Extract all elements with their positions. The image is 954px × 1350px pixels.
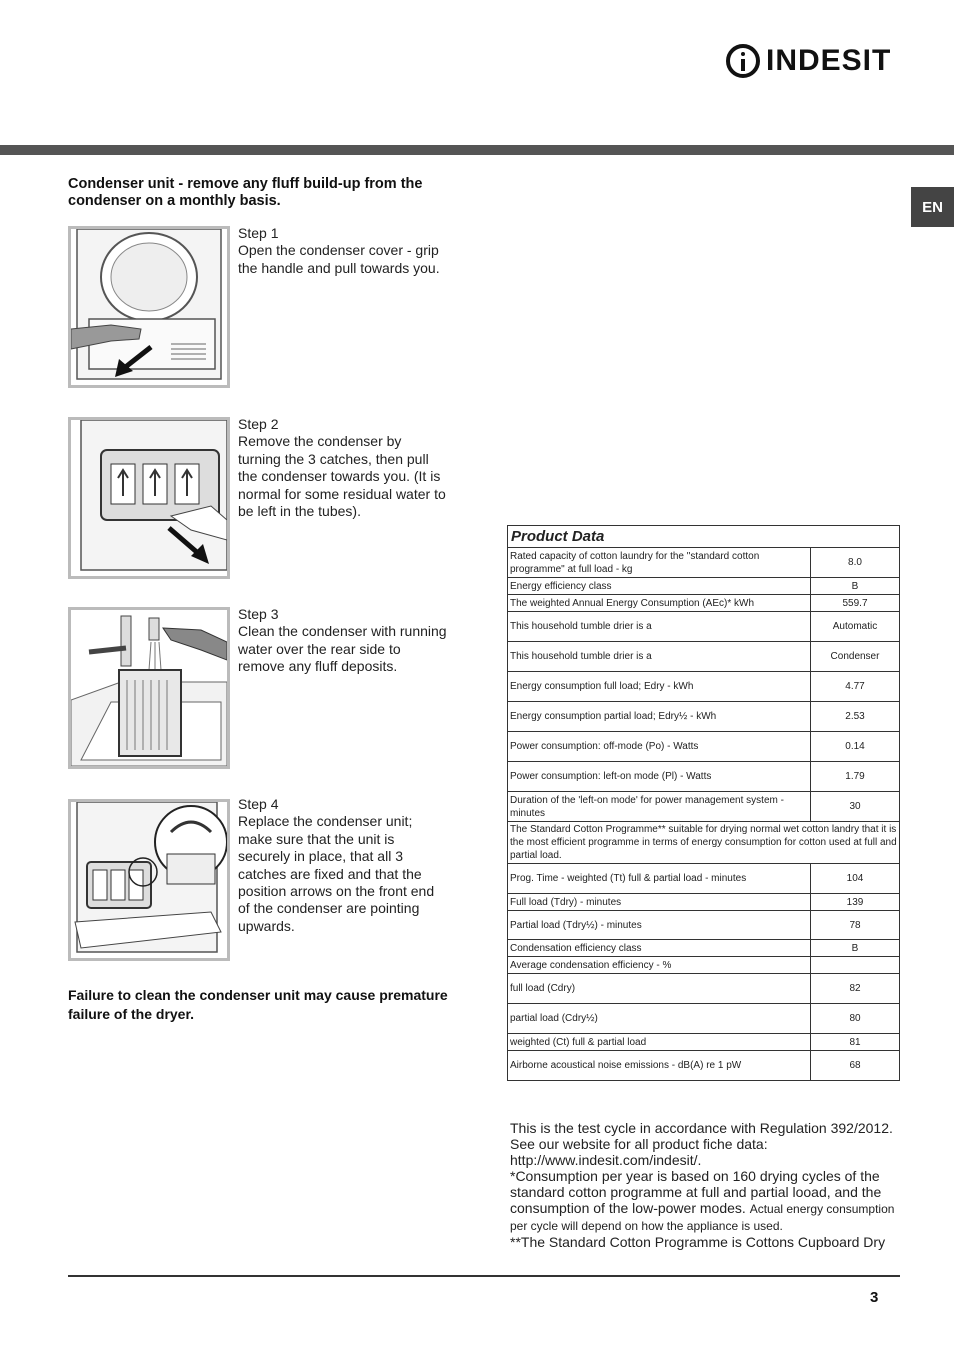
table-row xyxy=(508,672,900,702)
row-value: 30 xyxy=(811,792,900,822)
table-row xyxy=(508,762,900,792)
row-label: Energy efficiency class xyxy=(508,578,811,595)
row-value: 0.14 xyxy=(811,732,900,762)
row-value: 139 xyxy=(811,894,900,911)
step-1-illustration xyxy=(68,226,230,388)
footnote-consumption xyxy=(510,1168,900,1234)
row-label: Airborne acoustical noise emissions - dB(A) re 1 pW xyxy=(508,1051,811,1081)
row-label: Duration of the 'left-on mode' for power management system - minutes xyxy=(508,792,811,822)
step-2-text xyxy=(238,416,448,520)
row-value: 1.79 xyxy=(811,762,900,792)
row-value: 4.77 xyxy=(811,672,900,702)
row-value: 2.53 xyxy=(811,702,900,732)
step-3-text xyxy=(238,606,448,676)
footnote-consumption-main: *Consumption per year is based on 160 drying cycles of the standard cotton programme at full and partial looad, and the consumption of the low-power modes. xyxy=(510,1168,882,1216)
row-label: Full load (Tdry) - minutes xyxy=(508,894,811,911)
footnotes xyxy=(510,1120,900,1250)
table-row xyxy=(508,732,900,762)
row-value: 68 xyxy=(811,1051,900,1081)
step-3-label: Step 3 xyxy=(238,606,279,622)
table-row xyxy=(508,974,900,1004)
row-label: Energy consumption partial load; Edry½ - kWh xyxy=(508,702,811,732)
row-value: 81 xyxy=(811,1034,900,1051)
row-label: weighted (Ct) full & partial load xyxy=(508,1034,811,1051)
row-value: B xyxy=(811,578,900,595)
row-label: full load (Cdry) xyxy=(508,974,811,1004)
row-label: Energy consumption full load; Edry - kWh xyxy=(508,672,811,702)
table-row xyxy=(508,548,900,578)
row-label: Power consumption: left-on mode (Pl) - Watts xyxy=(508,762,811,792)
footer-divider xyxy=(68,1275,900,1277)
dryer-open-cover-icon xyxy=(71,229,227,385)
row-value: 78 xyxy=(811,911,900,940)
row-label: Average condensation efficiency - % xyxy=(508,957,811,974)
step-1-description: Open the condenser cover - grip the handle and pull towards you. xyxy=(238,242,440,276)
table-row xyxy=(508,1051,900,1081)
tap-cleaning-icon xyxy=(71,610,227,766)
table-row xyxy=(508,1034,900,1051)
section-heading: Condenser unit - remove any fluff build-up from the condenser on a monthly basis. xyxy=(68,176,423,209)
step-4-label: Step 4 xyxy=(238,796,279,812)
table-row xyxy=(508,702,900,732)
table-row xyxy=(508,940,900,957)
row-value xyxy=(811,957,900,974)
table-title: Product Data xyxy=(508,526,900,548)
step-4-description: Replace the condenser unit; make sure that the unit is securely in place, that all 3 catches are fixed and that the position arrows on the front end of the condenser are pointing upwards. xyxy=(238,813,435,934)
row-label: This household tumble drier is a xyxy=(508,642,811,672)
maintenance-warning: Failure to clean the condenser unit may cause premature failure of the dryer. xyxy=(68,987,448,1022)
row-value: 8.0 xyxy=(811,548,900,578)
header-divider-bar xyxy=(0,145,954,155)
footnote-programme: **The Standard Cotton Programme is Cottons Cupboard Dry xyxy=(510,1234,886,1250)
row-value: B xyxy=(811,940,900,957)
row-label: Condensation efficiency class xyxy=(508,940,811,957)
row-value: 80 xyxy=(811,1004,900,1034)
row-label: The Standard Cotton Programme** suitable for drying normal wet cotton landry that it is the most efficient programme in terms of energy consumption for cotton used at full and partial load. xyxy=(508,822,900,864)
footnote-consumption-small: Actual energy consumption per cycle will depend on how the appliance is used. xyxy=(510,1202,895,1233)
table-row xyxy=(508,957,900,974)
row-label: The weighted Annual Energy Consumption (AEc)* kWh xyxy=(508,595,811,612)
row-value: 104 xyxy=(811,864,900,894)
table-row xyxy=(508,642,900,672)
row-label: Power consumption: off-mode (Po) - Watts xyxy=(508,732,811,762)
footnote-regulation: This is the test cycle in accordance with Regulation 392/2012. See our website for all product fiche data: http://www.indesit.com/indesit/. xyxy=(510,1120,893,1168)
step-4-illustration xyxy=(68,799,230,961)
page-number: 3 xyxy=(870,1289,879,1306)
table-row xyxy=(508,1004,900,1034)
step-1-text xyxy=(238,225,448,277)
row-label: Prog. Time - weighted (Tt) full & partial load - minutes xyxy=(508,864,811,894)
row-value: 82 xyxy=(811,974,900,1004)
table-row xyxy=(508,578,900,595)
step-2-label: Step 2 xyxy=(238,416,279,432)
row-label: Partial load (Tdry½) - minutes xyxy=(508,911,811,940)
condenser-replace-icon xyxy=(71,802,227,958)
indesit-logo xyxy=(726,40,891,82)
logo-text: INDESIT xyxy=(766,44,892,77)
row-value: Automatic xyxy=(811,612,900,642)
logo-i-icon xyxy=(726,44,760,78)
condenser-removal-icon xyxy=(71,420,227,576)
step-2-illustration xyxy=(68,417,230,579)
row-value: Condenser xyxy=(811,642,900,672)
row-label: partial load (Cdry½) xyxy=(508,1004,811,1034)
table-row xyxy=(508,612,900,642)
product-data-table xyxy=(507,525,900,1081)
table-row xyxy=(508,822,900,864)
language-tab: EN xyxy=(911,187,954,227)
step-3-description: Clean the condenser with running water over the rear side to remove any fluff deposits. xyxy=(238,623,447,675)
row-value: 559.7 xyxy=(811,595,900,612)
table-row xyxy=(508,864,900,894)
table-header-row xyxy=(508,526,900,548)
step-4-text xyxy=(238,796,448,935)
row-label: Rated capacity of cotton laundry for the "standard cotton programme" at full load - kg xyxy=(508,548,811,578)
table-row xyxy=(508,595,900,612)
table-row xyxy=(508,894,900,911)
step-1-label: Step 1 xyxy=(238,225,279,241)
table-row xyxy=(508,911,900,940)
step-2-description: Remove the condenser by turning the 3 catches, then pull the condenser towards you. (It is normal for some residual water to be left in the tubes). xyxy=(238,433,446,520)
table-row xyxy=(508,792,900,822)
step-3-illustration xyxy=(68,607,230,769)
row-label: This household tumble drier is a xyxy=(508,612,811,642)
